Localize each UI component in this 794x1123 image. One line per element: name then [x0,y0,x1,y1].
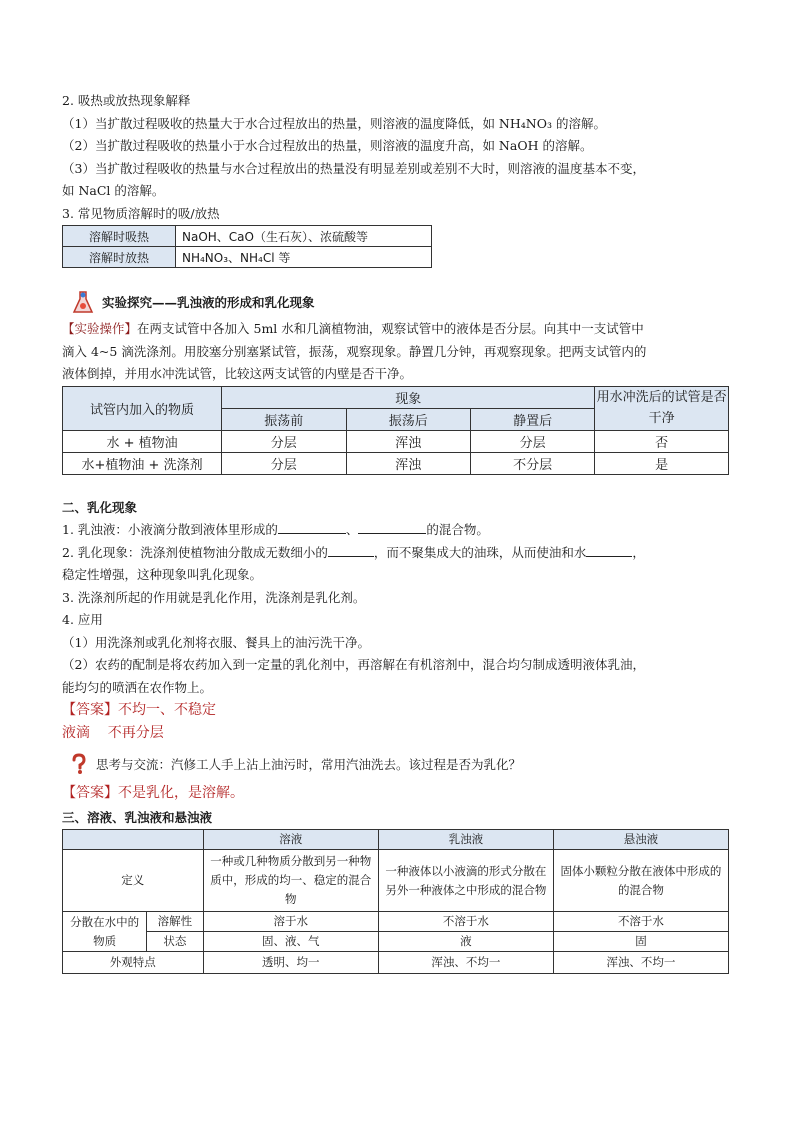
table-row [63,932,729,952]
emulsion-line-1-text: 1. 乳浊液：小液滴分散到液体里形成的 [62,522,278,537]
table-cell: 分层 [470,430,594,452]
emulsion-answer-1 [62,699,732,722]
fill-blank [278,519,346,534]
answer-tag: 【答案】 [62,785,118,801]
table-cell: 不分层 [470,452,594,474]
emulsion-line-6: （2）农药的配制是将农药加入到一定量的乳化剂中，再溶解在有机溶剂中，混合均匀制成透明液体乳油， [62,657,645,672]
fill-blank [586,542,632,557]
heat-line-1: （1）当扩散过程吸收的热量大于水合过程放出的热量，则溶液的温度降低，如 NH₄NO₃ 的溶解。 [62,115,606,131]
flask-icon [72,290,94,314]
answer-text: 不是乳化，是溶解。 [118,785,244,801]
experiment-table [62,386,729,475]
heat-line-2: （2）当扩散过程吸收的热量小于水合过程放出的热量，则溶液的温度升高，如 NaOH 的溶解。 [62,138,593,153]
emulsion-line-2-text: 2. 乳化现象：洗涤剂使植物油分散成无数细小的 [62,544,328,560]
table-header: 溶液 [203,830,378,850]
separator: 、 [345,522,359,537]
question-mark-icon [70,753,88,775]
table-header: 试管内加入的物质 [63,386,222,430]
table-row [63,830,729,850]
table-cell: 固 [553,932,728,952]
table-cell: 分层 [222,430,346,452]
row-label: 分散在水中的物质 [63,912,147,952]
table-cell: 不溶于水 [378,912,553,932]
table-cell: 是 [595,452,729,474]
experiment-heading-row [62,288,732,316]
answer-tag: 【答案】 [62,702,118,718]
section-title-heat-explanation: 2. 吸热或放热现象解释 [62,93,191,108]
emulsion-line-6-cont: 能均匀的喷洒在农作物上。 [62,679,213,695]
table-header: 悬浊液 [553,830,728,850]
answer-text: 不均一、不稳定 [118,702,216,718]
table-row [63,430,729,452]
experiment-op-line-3: 液体倒掉，并用水冲洗试管，比较这两支试管的内壁是否干净。 [62,366,413,381]
table-cell: 浑浊、不均一 [553,952,728,974]
table-cell: 浑浊 [346,452,470,474]
table-row [63,912,729,932]
emulsion-line-3: 3. 洗涤剂所起的作用就是乳化作用，洗涤剂是乳化剂。 [62,589,366,605]
heat-line-3: （3）当扩散过程吸收的热量与水合过程放出的热量没有明显差别或差别不大时，则溶液的温度基本不变， [62,160,645,176]
table-cell: 浑浊、不均一 [378,952,553,974]
table-row [63,452,729,474]
experiment-op-line-1 [62,318,732,341]
table-cell: 否 [595,430,729,452]
table-cell: 一种或几种物质分散到另一种物质中，形成的均一、稳定的混合物 [203,850,378,912]
experiment-op-line-2: 滴入 4~5 滴洗涤剂。用胶塞分别塞紧试管，振荡，观察现象。静置几分钟，再观察现象。把两支试管内的 [62,343,647,359]
heat-table [62,225,432,268]
table-header: 乳浊液 [378,830,553,850]
section-title-common-heat: 3. 常见物质溶解时的吸/放热 [62,205,220,221]
row-label: 外观特点 [63,952,204,974]
emulsion-line-1-end: 的混合物。 [426,522,489,537]
emulsion-line-4: 4. 应用 [62,612,103,627]
table-cell: 液 [378,932,553,952]
table-cell: 水+植物油 + 洗涤剂 [63,452,222,474]
compare-heading: 三、溶液、乳浊液和悬浊液 [62,809,213,825]
table-cell: 溶于水 [203,912,378,932]
table-row [63,226,432,247]
table-header: 静置后 [470,408,594,430]
compare-table [62,829,729,974]
table-header: 现象 [222,386,595,408]
think-answer [62,782,732,805]
heat-table-value: NH₄NO₃、NH₄Cl 等 [176,247,432,268]
table-cell: 浑浊 [346,430,470,452]
table-header: 振荡前 [222,408,346,430]
table-cell: 透明、均一 [203,952,378,974]
table-row [63,247,432,268]
emulsion-line-2-cont: 稳定性增强，这种现象叫乳化现象。 [62,567,263,582]
experiment-op-tag: 【实验操作】 [62,321,138,336]
heat-table-label: 溶解时吸热 [63,226,176,247]
table-row [63,386,729,408]
table-cell: 水 + 植物油 [63,430,222,452]
emulsion-line-2-end: ， [632,544,645,560]
emulsion-answer-2: 液滴 不再分层 [62,724,164,741]
heat-line-3-cont: 如 NaCl 的溶解。 [62,183,165,198]
document-page [62,90,732,974]
table-cell: 不溶于水 [553,912,728,932]
table-row [63,952,729,974]
row-sublabel: 溶解性 [147,912,203,932]
heat-table-value: NaOH、CaO（生石灰）、浓硫酸等 [176,226,432,247]
emulsion-line-1 [62,519,732,542]
row-label: 定义 [63,850,204,912]
table-header: 用水冲洗后的试管是否干净 [595,386,729,430]
emulsion-line-2 [62,542,732,565]
experiment-op-text-1: 在两支试管中各加入 5ml 水和几滴植物油，观察试管中的液体是否分层。向其中一支试管中 [137,321,644,336]
table-row [63,850,729,912]
table-cell: 固体小颗粒分散在液体中形成的的混合物 [553,850,728,912]
emulsion-heading: 二、乳化现象 [62,499,138,515]
think-text: 思考与交流：汽修工人手上沾上油污时，常用汽油洗去。该过程是否为乳化？ [96,757,522,772]
table-header-empty [63,830,204,850]
emulsion-line-2-mid: ，而不聚集成大的油珠，从而使油和水 [373,544,587,560]
table-cell: 分层 [222,452,346,474]
fill-blank [358,519,426,534]
table-cell: 一种液体以小液滴的形式分散在另外一种液体之中形成的混合物 [378,850,553,912]
row-sublabel: 状态 [147,932,203,952]
fill-blank [328,542,374,557]
heat-table-label: 溶解时放热 [63,247,176,268]
think-row [62,750,732,778]
emulsion-line-5: （1）用洗涤剂或乳化剂将衣服、餐具上的油污洗干净。 [62,634,370,650]
experiment-heading: 实验探究——乳浊液的形成和乳化现象 [102,295,315,310]
table-header: 振荡后 [346,408,470,430]
table-cell: 固、液、气 [203,932,378,952]
